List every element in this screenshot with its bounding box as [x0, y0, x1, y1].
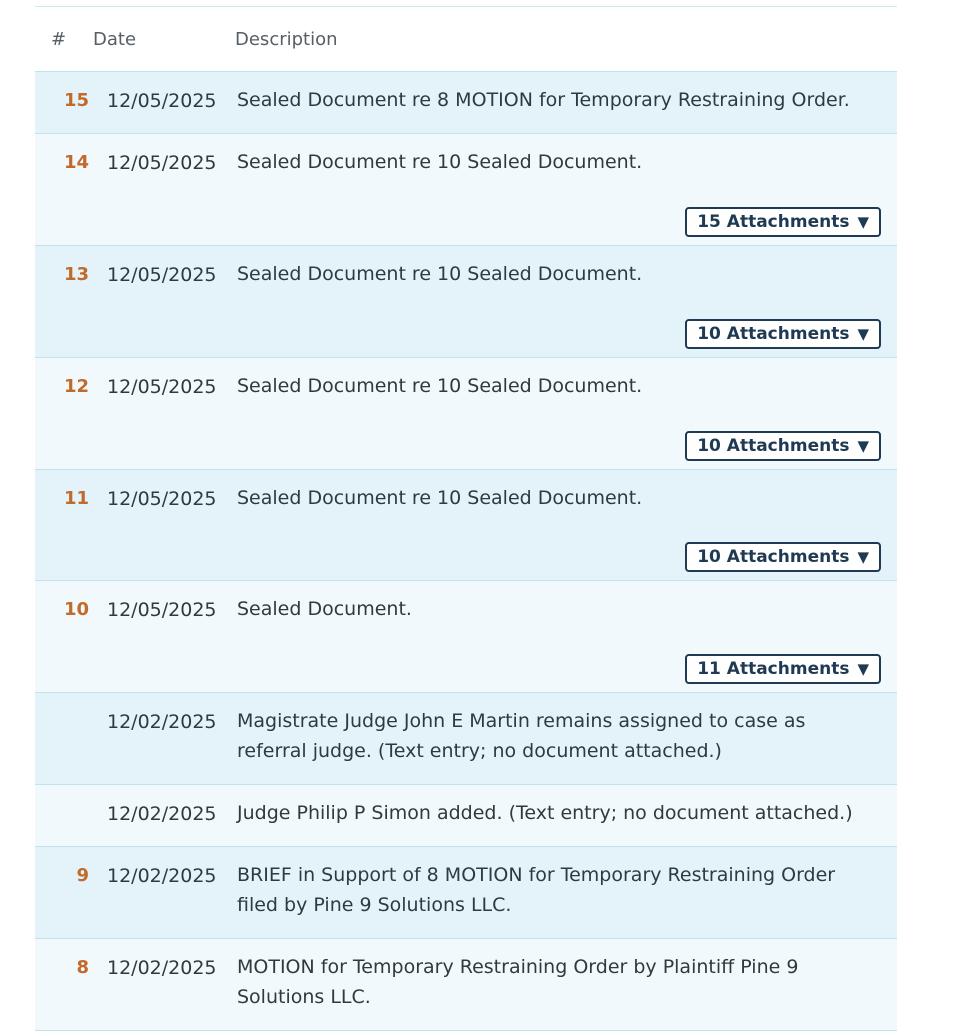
entry-number[interactable]: 8 [76, 957, 89, 978]
entry-number[interactable]: 11 [63, 488, 89, 509]
attachments-button[interactable] [685, 542, 881, 572]
caret-down-icon: ▼ [857, 548, 869, 566]
table-row [35, 693, 897, 785]
entry-date: 12/05/2025 [107, 376, 217, 398]
table-row [35, 72, 897, 134]
entry-description: BRIEF in Support of 8 MOTION for Temporary Restraining Order filed by Pine 9 Solutions LLC. [237, 864, 836, 916]
attachments-label: 10 Attachments [697, 547, 850, 567]
entry-number[interactable]: 14 [63, 152, 89, 173]
header-date: Date [93, 28, 137, 50]
table-row [35, 246, 897, 358]
entry-date: 12/05/2025 [107, 488, 217, 510]
entry-date: 12/02/2025 [107, 957, 217, 979]
entry-number[interactable]: 10 [63, 599, 89, 620]
entry-description: Sealed Document re 10 Sealed Document. [237, 375, 643, 397]
entry-number[interactable]: 12 [63, 376, 89, 397]
table-row [35, 470, 897, 581]
attachments-label: 10 Attachments [697, 436, 850, 456]
caret-down-icon: ▼ [857, 213, 869, 231]
entry-description: Judge Philip P Simon added. (Text entry; no document attached.) [237, 802, 853, 824]
attachments-button[interactable] [685, 431, 881, 461]
entry-description: Sealed Document re 10 Sealed Document. [237, 263, 643, 285]
table-row [35, 939, 897, 1031]
entry-date: 12/02/2025 [107, 803, 217, 825]
table-row [35, 134, 897, 246]
docket-table [35, 6, 897, 1031]
table-row [35, 358, 897, 470]
entry-description: Magistrate Judge John E Martin remains assigned to case as referral judge. (Text entry; no document attached.) [237, 710, 806, 762]
entry-date: 12/02/2025 [107, 711, 217, 733]
attachments-button[interactable] [685, 654, 881, 684]
table-row [35, 785, 897, 847]
attachments-button[interactable] [685, 319, 881, 349]
caret-down-icon: ▼ [857, 325, 869, 343]
entry-description: Sealed Document re 10 Sealed Document. [237, 487, 643, 509]
attachments-button[interactable] [685, 207, 881, 237]
entry-description: Sealed Document re 8 MOTION for Temporary Restraining Order. [237, 89, 850, 111]
caret-down-icon: ▼ [857, 437, 869, 455]
attachments-label: 10 Attachments [697, 324, 850, 344]
docket-header [35, 7, 897, 72]
entry-number[interactable]: 15 [63, 90, 89, 111]
entry-date: 12/05/2025 [107, 90, 217, 112]
table-row [35, 847, 897, 939]
entry-date: 12/05/2025 [107, 264, 217, 286]
attachments-label: 15 Attachments [697, 212, 850, 232]
entry-number[interactable]: 13 [63, 264, 89, 285]
entry-date: 12/05/2025 [107, 152, 217, 174]
entry-date: 12/05/2025 [107, 599, 217, 621]
entry-description: Sealed Document. [237, 598, 412, 620]
entry-date: 12/02/2025 [107, 865, 217, 887]
table-row [35, 581, 897, 693]
entry-description: MOTION for Temporary Restraining Order by Plaintiff Pine 9 Solutions LLC. [237, 956, 799, 1008]
header-number: # [51, 28, 67, 50]
entry-number[interactable]: 9 [76, 865, 89, 886]
header-description: Description [235, 28, 338, 50]
caret-down-icon: ▼ [857, 660, 869, 678]
attachments-label: 11 Attachments [697, 659, 850, 679]
entry-description: Sealed Document re 10 Sealed Document. [237, 151, 643, 173]
